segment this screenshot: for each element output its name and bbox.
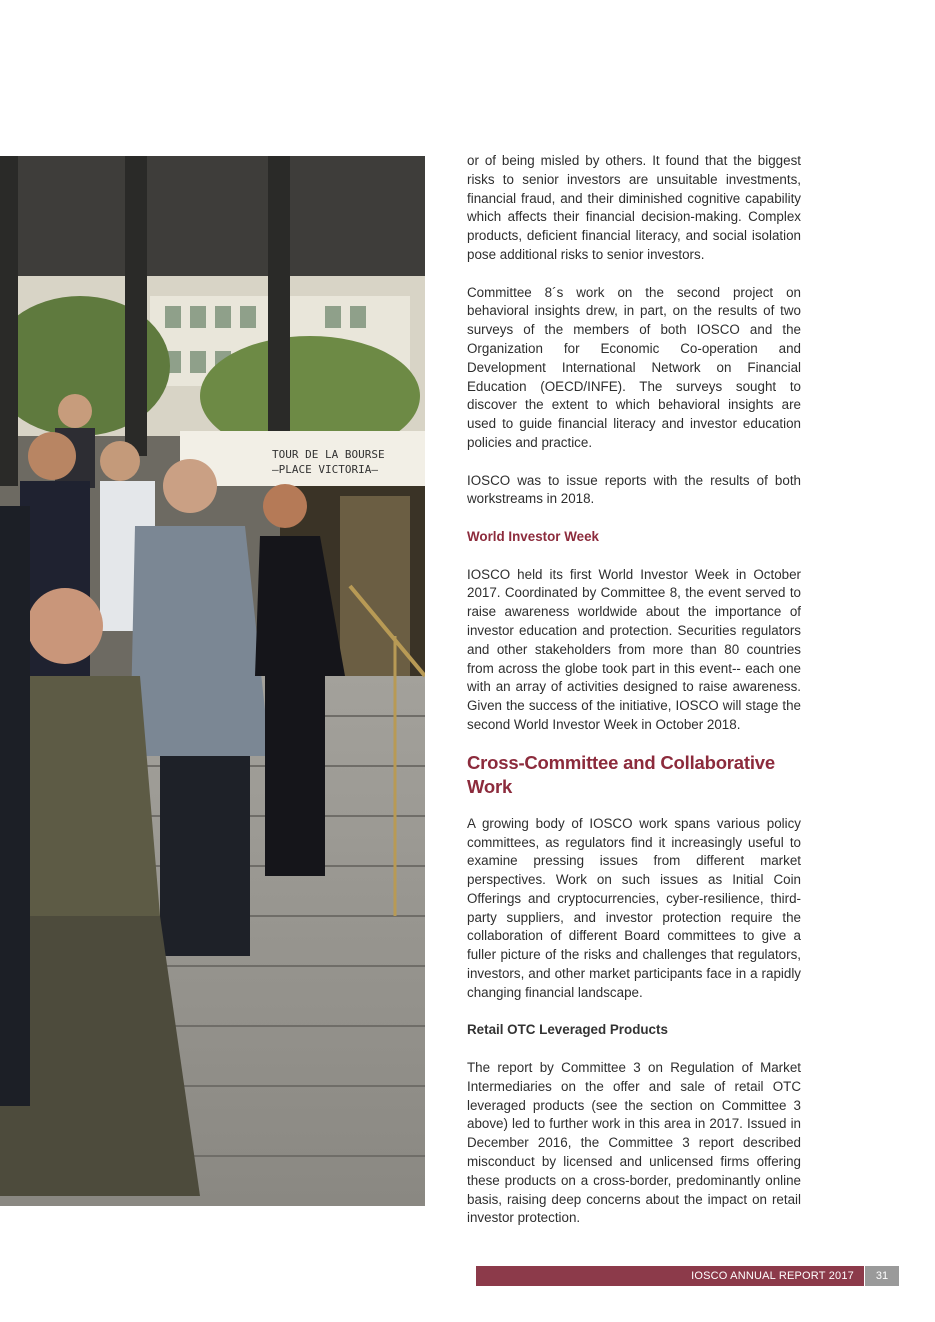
paragraph-cross-committee: A growing body of IOSCO work spans various policy committees, as regulators find it increasingly useful to examine pressing issues from different market perspectives. Work on such issues as Initial Coin Offerings and cryptocurrencies, cyber-resilience, third-party suppliers, and investor protection require the collaboration of different Board committees to give a fuller picture of the risks and challenges that regulators, investors, and other market participants face in a rapidly changing financial landscape. bbox=[467, 815, 801, 1000]
paragraph-behavioral-insights: Committee 8´s work on the second project on behavioral insights drew, in part, on the results of two surveys of the members of both IOSCO and the Organization for Economic Co-operation and Development International Network on Financial Education (OECD/INFE). The surveys sought to discover the extent to which behavioral insights are used to guide financial literacy and investor education policies and practice. bbox=[467, 284, 801, 450]
group-photo bbox=[0, 156, 425, 1206]
paragraph-retail-otc: The report by Committee 3 on Regulation of Market Intermediaries on the offer and sale of retail OTC leveraged products (see the section on Committee 3 above) led to further work in this area in 2017. Issued in December 2016, the Committee 3 report described misconduct by licensed and unlicensed firms offering these products on a cross-border, predominantly online basis, raising deep concerns about the impact on retail investor protection. bbox=[467, 1060, 801, 1226]
group-photo-icon bbox=[0, 156, 425, 1206]
subheading-world-investor-week: World Investor Week bbox=[467, 528, 599, 544]
section-title-cross-committee: Cross-Committee and Collaborative Work bbox=[467, 751, 775, 797]
footer-bar bbox=[476, 1266, 864, 1286]
sign-line2: —PLACE VICTORIA— bbox=[272, 463, 378, 476]
paragraph-senior-investors: or of being misled by others. It found that the biggest risks to senior investors are unsuitable investments, financial fraud, and their diminished cognitive capability which affects their financial decision-making. Complex products, deficient financial literacy, and social isolation pose additional risks to senior investors. bbox=[467, 153, 801, 262]
page-number: 31 bbox=[865, 1266, 899, 1286]
sign-line1: TOUR DE LA BOURSE bbox=[272, 448, 385, 461]
paragraph-world-investor-week: IOSCO held its first World Investor Week in October 2017. Coordinated by Committee 8, the event served to raise awareness worldwide about the importance of investor education and protection. Securities regulators and other stakeholders from more than 80 countries from across the globe took part in this event-- each one with an array of activities designed to raise awareness. Given the success of the initiative, IOSCO will stage the second World Investor Week in October 2018. bbox=[467, 566, 801, 732]
text-column bbox=[467, 152, 801, 1228]
subheading-retail-otc: Retail OTC Leveraged Products bbox=[467, 1022, 668, 1038]
paragraph-workstreams: IOSCO was to issue reports with the results of both workstreams in 2018. bbox=[467, 472, 801, 507]
footer-report-title: IOSCO ANNUAL REPORT 2017 bbox=[691, 1270, 854, 1282]
